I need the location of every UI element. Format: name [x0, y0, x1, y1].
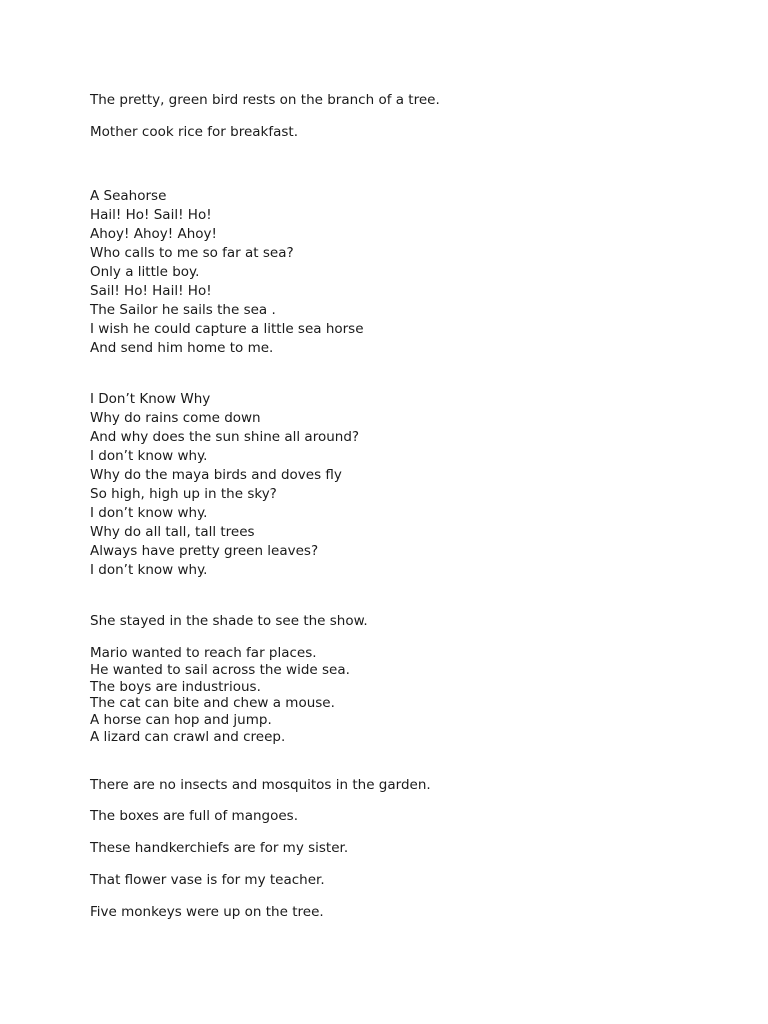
sentence-shade: She stayed in the shade to see the show.	[90, 613, 368, 629]
sentence: A horse can hop and jump.	[90, 712, 272, 728]
poem-line: Why do all tall, tall trees	[90, 524, 255, 540]
poem-line: Ahoy! Ahoy! Ahoy!	[90, 226, 217, 242]
poem-title-dont-know-why: I Don’t Know Why	[90, 391, 211, 407]
sentence: A lizard can crawl and creep.	[90, 729, 286, 745]
poem-line: Why do rains come down	[90, 410, 261, 426]
poem-line: Only a little boy.	[90, 264, 200, 280]
poem-line: So high, high up in the sky?	[90, 486, 277, 502]
poem-line: Who calls to me so far at sea?	[90, 245, 294, 261]
sentence: The boys are industrious.	[90, 679, 261, 695]
poem-line: I don’t know why.	[90, 562, 208, 578]
sentence-bird: The pretty, green bird rests on the branch of a tree.	[90, 92, 440, 108]
sentence: He wanted to sail across the wide sea.	[90, 662, 350, 678]
poem-line: And why does the sun shine all around?	[90, 429, 360, 445]
poem-line: I wish he could capture a little sea horse	[90, 321, 364, 337]
sentence: There are no insects and mosquitos in the garden.	[90, 777, 431, 793]
poem-line: And send him home to me.	[90, 340, 274, 356]
sentence: These handkerchiefs are for my sister.	[90, 840, 349, 856]
poem-line: Always have pretty green leaves?	[90, 543, 319, 559]
sentence: Five monkeys were up on the tree.	[90, 904, 324, 920]
poem-line: Hail! Ho! Sail! Ho!	[90, 207, 212, 223]
poem-line: I don’t know why.	[90, 505, 208, 521]
poem-line: I don’t know why.	[90, 448, 208, 464]
poem-line: Why do the maya birds and doves fly	[90, 467, 342, 483]
poem-title-seahorse: A Seahorse	[90, 188, 167, 204]
sentence: That flower vase is for my teacher.	[90, 872, 325, 888]
poem-line: Sail! Ho! Hail! Ho!	[90, 283, 212, 299]
sentence: Mario wanted to reach far places.	[90, 645, 317, 661]
sentence: The boxes are full of mangoes.	[90, 808, 298, 824]
sentence: The cat can bite and chew a mouse.	[90, 695, 335, 711]
poem-line: The Sailor he sails the sea .	[90, 302, 276, 318]
sentence-rice: Mother cook rice for breakfast.	[90, 124, 298, 140]
